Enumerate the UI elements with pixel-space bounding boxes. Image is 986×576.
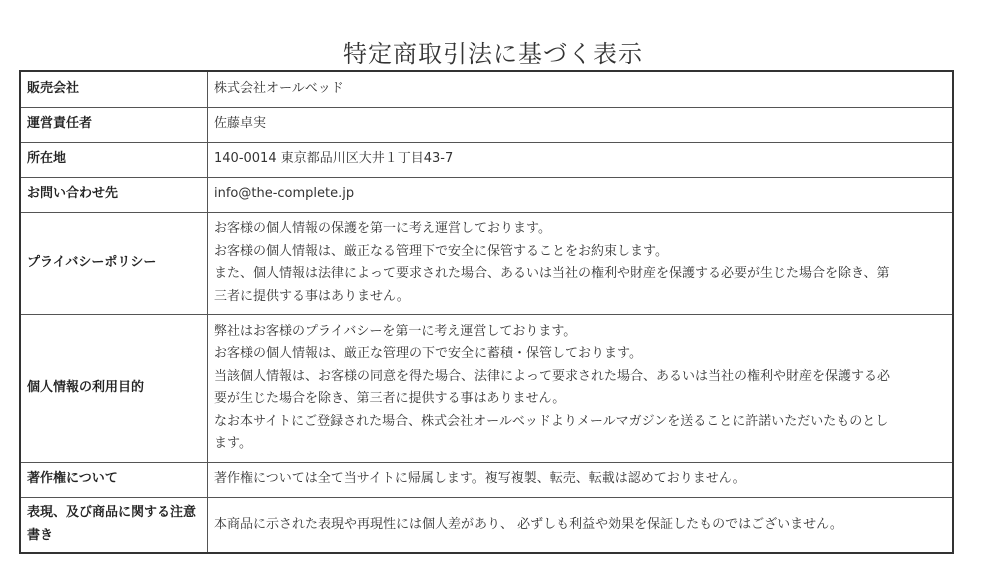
contact-email: info@the-complete.jp <box>214 186 355 202</box>
table-row-manager <box>20 107 953 142</box>
value-line: お客様の個人情報は、厳正なる管理下で安全に保管することをお約束します。 <box>214 243 668 259</box>
value-line: 140-0014 東京都品川区大井１丁目43-7 <box>214 151 454 167</box>
value-line: 著作権については全て当サイトに帰属します。複写複製、転売、転載は認めておりません。 <box>214 471 746 487</box>
value-line: 本商品に示された表現や再現性には個人差があり、 必ずしも利益や効果を保証したものではございません。 <box>214 516 843 532</box>
row-label: 著作権について <box>20 462 208 497</box>
row-label: 個人情報の利用目的 <box>20 314 208 462</box>
value-line: ます。 <box>214 436 252 451</box>
value-line: 弊社はお客様のプライバシーを第一に考え運営しております。 <box>214 323 577 339</box>
row-label: プライバシーポリシー <box>20 212 208 314</box>
value-line: 佐藤卓実 <box>214 116 267 132</box>
table-row-address <box>20 142 953 177</box>
value-line: 当該個人情報は、お客様の同意を得た場合、法律によって要求された場合、あるいは当社の権利や財産を保護する必 <box>214 368 891 384</box>
value-line: また、個人情報は法律によって要求された場合、あるいは当社の権利や財産を保護する必要が生じた場合を除き、第 <box>214 266 890 281</box>
value-line: お客様の個人情報の保護を第一に考え運営しております。 <box>214 221 551 236</box>
value-line: 三者に提供する事はありません。 <box>214 288 410 304</box>
row-value <box>208 142 954 177</box>
value-line: お客様の個人情報は、厳正な管理の下で安全に蓄積・保管しております。 <box>214 346 642 361</box>
row-value <box>208 107 954 142</box>
table-row-copyright <box>20 462 953 497</box>
row-value <box>208 314 954 462</box>
table-row-disclaimer <box>20 497 953 553</box>
row-label: 表現、及び商品に関する注意書き <box>20 497 208 553</box>
value-line: 株式会社オールベッド <box>214 81 344 96</box>
value-line: なお本サイトにご登録された場合、株式会社オールベッドよりメールマガジンを送ることに許諾いただいたものとし <box>214 413 889 429</box>
table-row-purpose <box>20 314 953 462</box>
table-row-privacy-policy <box>20 212 953 314</box>
table-row-seller <box>20 71 953 107</box>
row-value <box>208 71 954 107</box>
page-title: 特定商取引法に基づく表示 <box>343 40 643 69</box>
row-value <box>208 177 954 212</box>
row-label: 所在地 <box>20 142 208 177</box>
row-label: 販売会社 <box>20 71 208 107</box>
row-value <box>208 497 954 553</box>
row-value <box>208 212 954 314</box>
row-value <box>208 462 954 497</box>
commerce-law-table <box>19 70 954 554</box>
row-label: お問い合わせ先 <box>20 177 208 212</box>
table-row-contact <box>20 177 953 212</box>
row-label: 運営責任者 <box>20 107 208 142</box>
value-line: 要が生じた場合を除き、第三者に提供する事はありません。 <box>214 391 566 406</box>
